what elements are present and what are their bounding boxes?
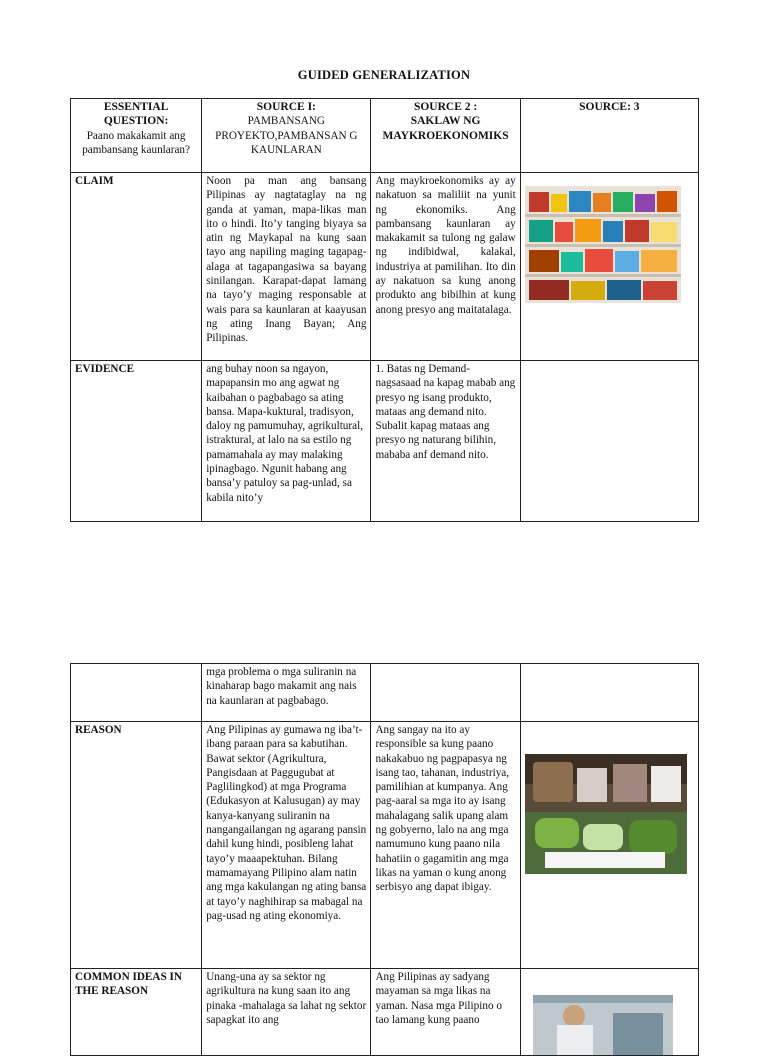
generalization-table-part2 bbox=[70, 663, 699, 1056]
reason-source2-text: Ang sangay na ito ay responsible sa kung paano nakakabuo ng pagpapasya ng isang tao, tahanan, industriya, pamilihian at kumpanya. Ang pag-aaral sa mga ito ay isang mahalagang salik upang alam ng gobyerno, lalo na ang mga namumuno kung paano nila hahatiin o gagamitin ang mga likas na yaman o kung anong serbisyo ang dapat ibigay. bbox=[371, 722, 520, 969]
continued-label-cell bbox=[71, 664, 202, 722]
evidence-label: EVIDENCE bbox=[71, 361, 202, 522]
common-ideas-source1-text: Unang-una ay sa sektor ng agrikultura na kung saan ito ang pinaka -mahalaga sa lahat ng sektor sapagkat ito ang bbox=[202, 969, 371, 1056]
claim-source2-text: Ang maykroekonomiks ay ay nakatuon sa maliliit na yunit ng ekonomiks. Ang pambansang kaunlaran ay makakamit sa tulong ng galaw ng indibidwal, kalakal, industriya at pamilihan. Ito din ay nakatuon sa kung anong produkto ang bibilhin at kung anong presyo ang maitatalaga. bbox=[371, 173, 520, 361]
continued-source3-cell bbox=[520, 664, 698, 722]
reason-source1-text: Ang Pilipinas ay gumawa ng iba’t-ibang paraan para sa kabutihan. Bawat sektor (Agrikultura, Pangisdaan at Paggugubat at Paglilingkod) at mga Programa (Edukasyon at Kalusugan) ay may kanya-kanyang suliranin na nangangailangan ng agarang pansin dahil kung hindi, posibleng lahat tayo’y maaapektuhan. Bilang mamamayang Pilipino alam natin ang mga kakulangan ng ating bansa at tayo’y naghihirap sa mabagal na pag-usad ng ating ekonomiya. bbox=[202, 722, 371, 969]
essential-question-title: ESSENTIAL QUESTION: bbox=[103, 101, 169, 128]
source2-title: SAKLAW NG MAYKROEKONOMIKS bbox=[382, 115, 509, 142]
evidence-source1-text: ang buhay noon sa ngayon, mapapansin mo ang agwat ng kaibahan o pagbabago sa ating bansa. Mapa-kuktural, tradisyon, daloy ng pamumuhay, agrikultural, istraktural, at lalo na sa estilo ng pamamahala ay may malaking ipinagbago. Ngunit habang ang bansa’y patuloy sa pag-unlad, sa kabila nito’y bbox=[202, 361, 371, 522]
market-stall-photo bbox=[525, 754, 687, 874]
evidence-row bbox=[71, 361, 699, 522]
claim-row bbox=[71, 173, 699, 361]
claim-source3-cell bbox=[520, 173, 698, 361]
common-ideas-row bbox=[71, 969, 699, 1056]
common-ideas-source3-cell bbox=[520, 969, 698, 1056]
reason-row bbox=[71, 722, 699, 969]
reason-source3-cell bbox=[520, 722, 698, 969]
shopper-photo bbox=[533, 995, 673, 1055]
source2-label: SOURCE 2 : bbox=[413, 101, 478, 113]
source3-header-cell bbox=[520, 99, 698, 173]
essential-question-cell bbox=[71, 99, 202, 173]
reason-label: REASON bbox=[71, 722, 202, 969]
common-ideas-label: COMMON IDEAS IN THE REASON bbox=[71, 969, 202, 1056]
source1-title: PAMBANSANG PROYEKTO,PAMBANSAN G KAUNLARAN bbox=[215, 115, 358, 156]
evidence-source2-text: 1. Batas ng Demand- nagsasaad na kapag mabab ang presyo ng isang produkto, mataas ang demand nito. Subalit kapag mataas ang presyo ng naturang bilihin, mababa anf demand nito. bbox=[371, 361, 520, 522]
store-shelves-photo bbox=[525, 186, 681, 303]
claim-label: CLAIM bbox=[71, 173, 202, 361]
header-row bbox=[71, 99, 699, 173]
continued-row bbox=[71, 664, 699, 722]
page-title: GUIDED GENERALIZATION bbox=[297, 68, 471, 82]
essential-question-text: Paano makakamit ang pambansang kaunlaran? bbox=[82, 129, 190, 156]
continued-source1-text: mga problema o mga suliranin na kinaharap bago makamit ang nais na kaunlaran at pagbabago. bbox=[202, 664, 371, 722]
claim-source1-text: Noon pa man ang bansang Pilipinas ay nagtataglay na ng ganda at yaman, mapa-likas man ito o hindi. Ito’y tanging biyaya sa atin ng Maykapal na kung saan tayo ang napiling maging tagapag-alaga at tagapangasiwa sa bayang sinilangan. Karapat-dapat lamang na tayo’y maging responsable at wais para sa kaunlaran at kaayusan ng ating Inang Bayan; Ang Pilipinas. bbox=[202, 173, 371, 361]
source3-label: SOURCE: 3 bbox=[579, 101, 640, 113]
generalization-table-part1 bbox=[70, 98, 699, 522]
source1-label: SOURCE I: bbox=[256, 101, 316, 113]
source1-header-cell bbox=[202, 99, 371, 173]
continued-source2-cell bbox=[371, 664, 520, 722]
source2-header-cell bbox=[371, 99, 520, 173]
common-ideas-source2-text: Ang Pilipinas ay sadyang mayaman sa mga likas na yaman. Nasa mga Pilipino o tao lamang kung paano bbox=[371, 969, 520, 1056]
evidence-source3-cell bbox=[520, 361, 698, 522]
